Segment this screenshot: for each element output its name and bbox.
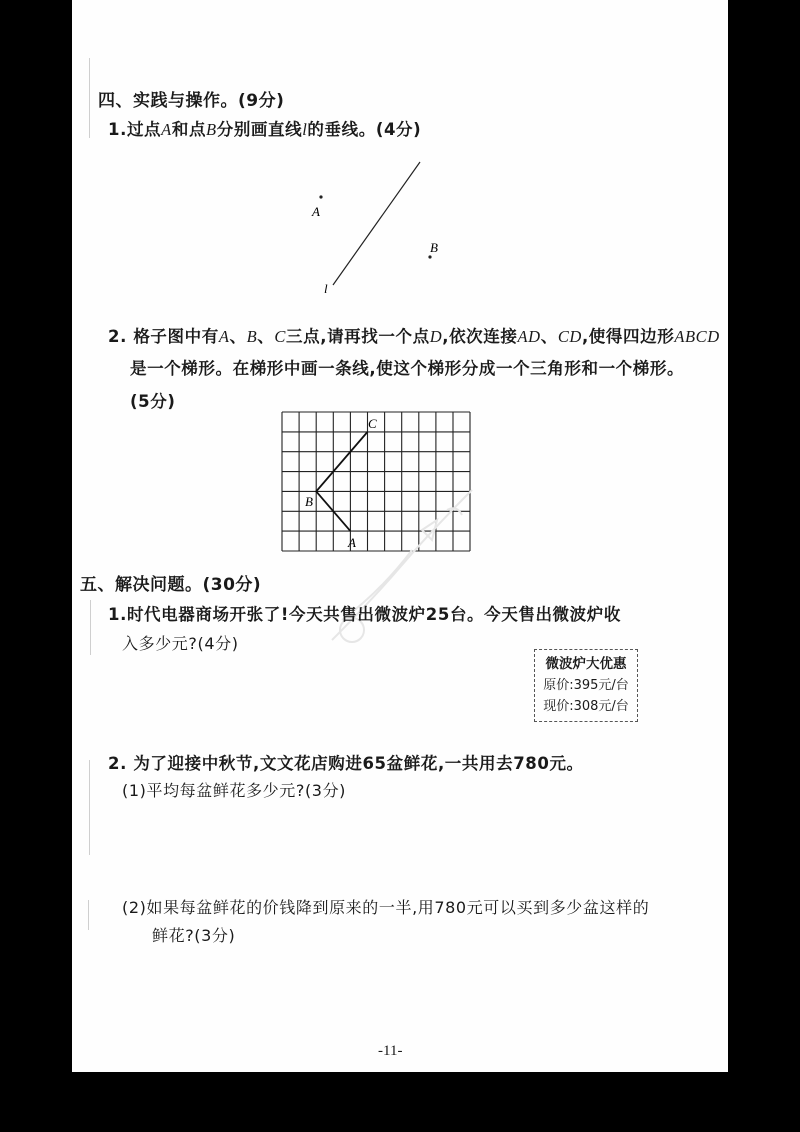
- microwave-promo-box: [534, 649, 638, 722]
- exam-page: [72, 0, 728, 1072]
- question-number: 2.: [108, 754, 127, 773]
- section-5-question-1-line-1: 1.时代电器商场开张了!今天共售出微波炉25台。今天售出微波炉收: [108, 605, 621, 624]
- question-number: 1.: [108, 120, 127, 139]
- scan-artifact: [89, 58, 90, 138]
- scan-artifact: [88, 900, 89, 930]
- section-4-question-2-score: (5分): [130, 392, 176, 411]
- watermark: [312, 470, 492, 660]
- question-number: 2.: [108, 327, 127, 346]
- section-5-question-2-part-1: (1)平均每盆鲜花多少元?(3分): [122, 781, 347, 800]
- scan-artifact: [90, 600, 91, 655]
- line-and-points-figure: [290, 150, 470, 300]
- point-b-label: B: [430, 240, 438, 255]
- section-5-question-2-part-2-line-2: 鲜花?(3分): [152, 926, 236, 945]
- scan-artifact: [89, 760, 90, 855]
- line-l-label: l: [324, 281, 328, 296]
- section-5-question-2-part-2-line-1: (2)如果每盆鲜花的价钱降到原来的一半,用780元可以买到多少盆这样的: [122, 898, 650, 917]
- point-c-label: C: [368, 416, 377, 431]
- point-a: [319, 195, 322, 198]
- promo-current-price: 现价:308元/台: [543, 699, 629, 714]
- section-4-question-2-line-2: 是一个梯形。在梯形中画一条线,使这个梯形分成一个三角形和一个梯形。: [130, 359, 685, 378]
- section-4-heading: 四、实践与操作。(9分): [98, 91, 285, 111]
- question-number: 1.: [108, 605, 127, 624]
- section-4-question-1: 1.过点A和点B分别画直线l的垂线。(4分): [108, 120, 422, 139]
- section-5-question-1-line-2: 入多少元?(4分): [122, 634, 239, 653]
- page-number: -11-: [378, 1043, 403, 1059]
- section-5-heading: 五、解决问题。(30分): [80, 575, 262, 595]
- section-5-question-2: 2. 为了迎接中秋节,文文花店购进65盆鲜花,一共用去780元。: [108, 754, 584, 773]
- point-b: [428, 255, 431, 258]
- promo-original-price: 原价:395元/台: [543, 678, 629, 693]
- promo-title: 微波炉大优惠: [545, 656, 627, 672]
- point-a-label: A: [348, 535, 356, 550]
- point-b-label: B: [305, 494, 313, 509]
- section-4-question-2-line-1: 2. 格子图中有A、B、C三点,请再找一个点D,依次连接AD、CD,使得四边形ABCD: [108, 327, 720, 346]
- line-l: [333, 162, 420, 285]
- point-a-label: A: [312, 204, 320, 219]
